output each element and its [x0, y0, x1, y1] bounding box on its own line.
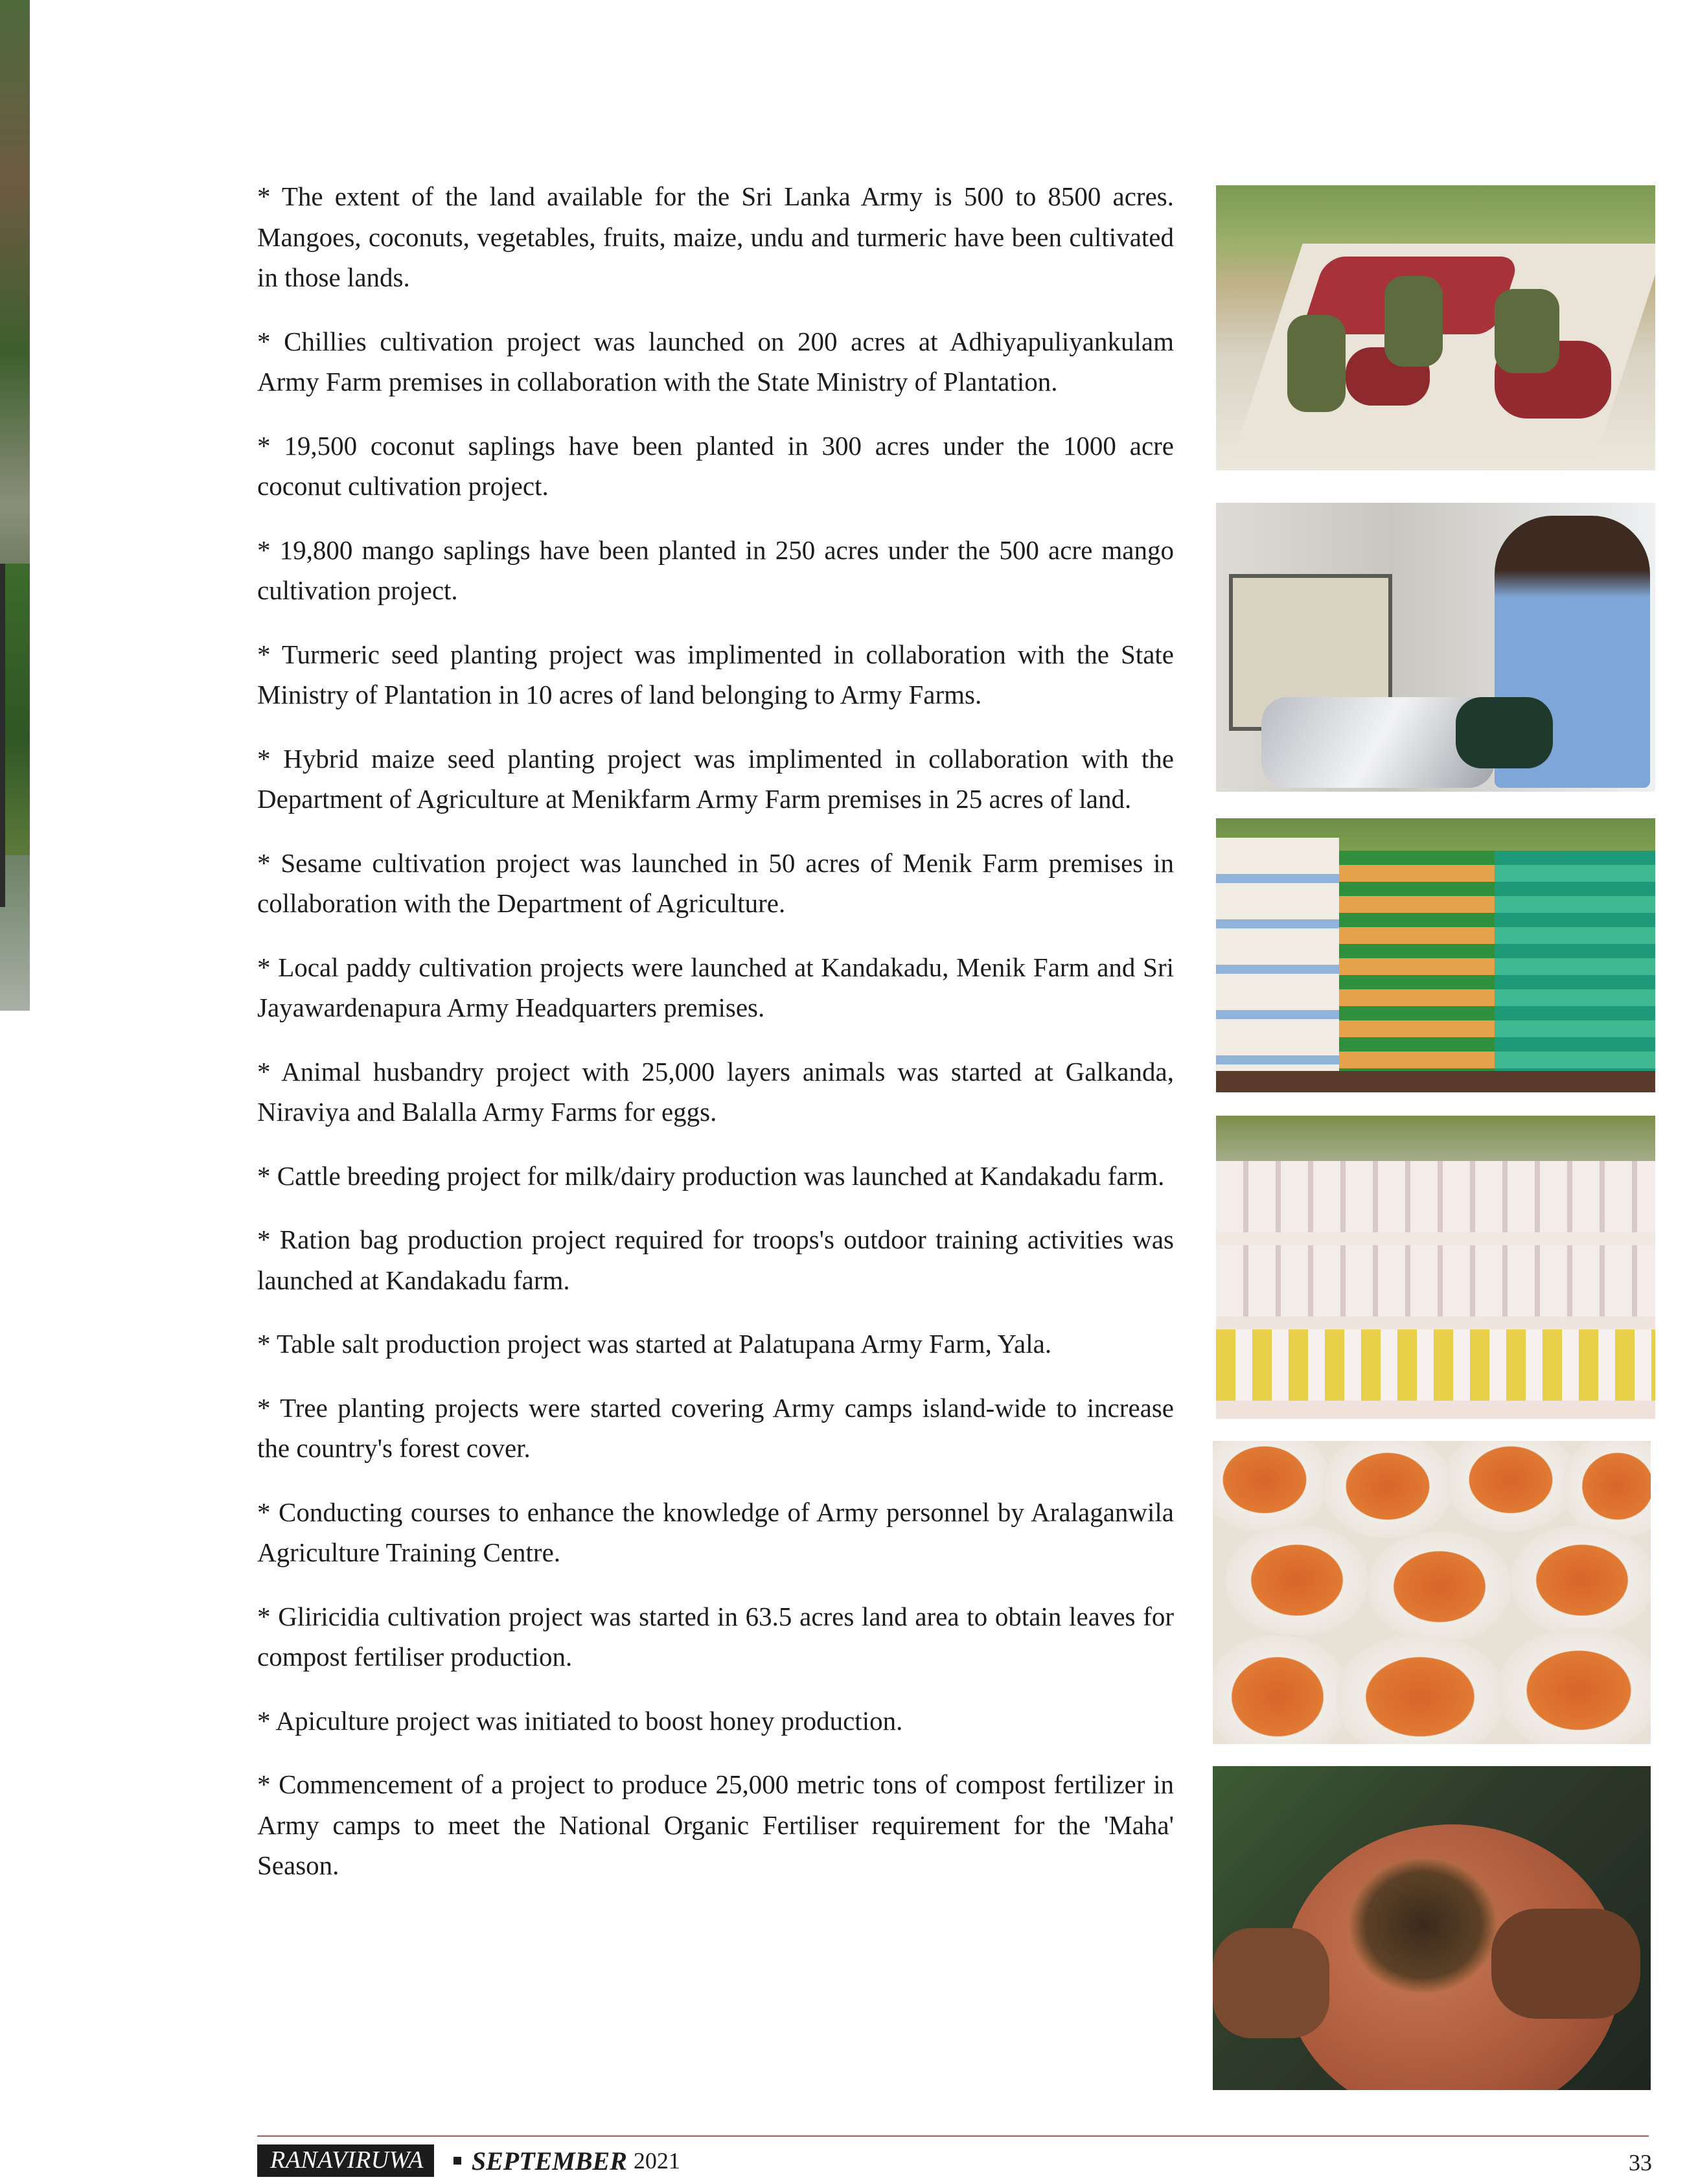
square-bullet-icon [453, 2157, 461, 2165]
bullet-paragraph: * Chillies cultivation project was launched on 200 acres at Adhiyapuliyankulam Army Farm premises in collaboration with the State Ministry of Plantation. [257, 326, 1174, 397]
bullet-paragraph: * Apiculture project was initiated to boost honey production. [257, 1705, 903, 1736]
pot-mouth-with-bees [1349, 1857, 1498, 1993]
bullet-paragraph: * Gliricidia cultivation project was started in 63.5 acres land area to obtain leaves for compost fertiliser production. [257, 1601, 1174, 1672]
table-surface [1216, 1071, 1655, 1092]
bottle-row [1216, 1245, 1655, 1316]
maize-bag [1368, 1532, 1511, 1642]
beehive-pot-photo [1213, 1766, 1651, 2090]
maize-bag [1563, 1441, 1651, 1538]
bullet-paragraph: * Tree planting projects were started covering Army camps island-wide to increase the country's forest cover. [257, 1392, 1174, 1463]
bullet-paragraph: * Table salt production project was started at Palatupana Army Farm, Yala. [257, 1329, 1052, 1359]
page-number: 33 [1629, 2150, 1652, 2176]
maize-bag [1336, 1635, 1504, 1744]
soldier-figure [1287, 315, 1346, 412]
soldier-figure [1495, 289, 1559, 373]
article-body [257, 176, 1174, 1909]
issue-year: 2021 [633, 2148, 680, 2174]
egg-trays-photo [1216, 818, 1655, 1092]
page-footer [257, 2144, 680, 2177]
maize-bag [1213, 1441, 1329, 1532]
edge-photo-frame [0, 564, 5, 907]
issue-month: SEPTEMBER [471, 2146, 627, 2176]
magazine-name: RANAVIRUWA [257, 2144, 434, 2177]
bullet-paragraph: * Turmeric seed planting project was implimented in collaboration with the State Ministry of Plantation in 10 acres of land belonging to Army Farms. [257, 639, 1174, 709]
bullet-paragraph: * The extent of the land available for the Sri Lanka Army is 500 to 8500 acres. Mangoes, coconuts, vegetables, fruits, maize, undu and turmeric have been cultivated in those lands. [257, 181, 1174, 292]
bullet-paragraph: * Ration bag production project required for troops's outdoor training activities was launched at Kandakadu farm. [257, 1224, 1174, 1295]
milk-bottles-photo [1216, 1116, 1655, 1419]
bullet-paragraph: * 19,800 mango saplings have been planted in 250 acres under the 500 acre mango cultivation project. [257, 535, 1174, 605]
hand [1491, 1909, 1640, 2019]
maize-bag [1511, 1525, 1651, 1635]
maize-bags-photo [1213, 1441, 1651, 1744]
previous-page-photo-edge [0, 0, 30, 1011]
maize-bag [1498, 1629, 1651, 1744]
maize-bag [1213, 1635, 1349, 1744]
edge-photo-inset [5, 564, 30, 855]
bullet-paragraph: * Cattle breeding project for milk/dairy production was launched at Kandakadu farm. [257, 1160, 1165, 1191]
egg-boxes [1216, 838, 1339, 1077]
bullet-paragraph: * Hybrid maize seed planting project was implimented in collaboration with the Department of Agriculture at Menikfarm Army Farm premises in 25 acres of land. [257, 743, 1174, 814]
hand [1213, 1928, 1329, 2038]
soldier-figure [1384, 276, 1443, 367]
maize-bag [1226, 1525, 1368, 1635]
bullet-paragraph: * Animal husbandry project with 25,000 layers animals was started at Galkanda, Niraviya and Balalla Army Farms for eggs. [257, 1056, 1174, 1127]
maize-bag [1323, 1441, 1452, 1538]
bullet-paragraph: * Sesame cultivation project was launched in 50 acres of Menik Farm premises in collaboration with the Department of Agriculture. [257, 847, 1174, 918]
bullet-paragraph: * Commencement of a project to produce 25,000 metric tons of compost fertilizer in Army camps to meet the National Organic Fertiliser requirement for the 'Maha' Season. [257, 1769, 1174, 1880]
packing-machine-photo [1216, 503, 1655, 792]
maize-bag [1446, 1441, 1576, 1532]
bullet-paragraph: * Local paddy cultivation projects were launched at Kandakadu, Menik Farm and Sri Jayawardenapura Army Headquarters premises. [257, 952, 1174, 1022]
bottle-row [1216, 1161, 1655, 1232]
bottle-labels [1216, 1329, 1655, 1401]
egg-tray-green [1339, 851, 1495, 1071]
egg-tray-teal [1495, 851, 1655, 1071]
chilli-drying-photo [1216, 185, 1655, 470]
footer-divider [257, 2135, 1649, 2137]
glove [1456, 697, 1553, 768]
bullet-paragraph: * Conducting courses to enhance the knowledge of Army personnel by Aralaganwila Agriculture Training Centre. [257, 1497, 1174, 1567]
bullet-paragraph: * 19,500 coconut saplings have been planted in 300 acres under the 1000 acre coconut cultivation project. [257, 430, 1174, 501]
